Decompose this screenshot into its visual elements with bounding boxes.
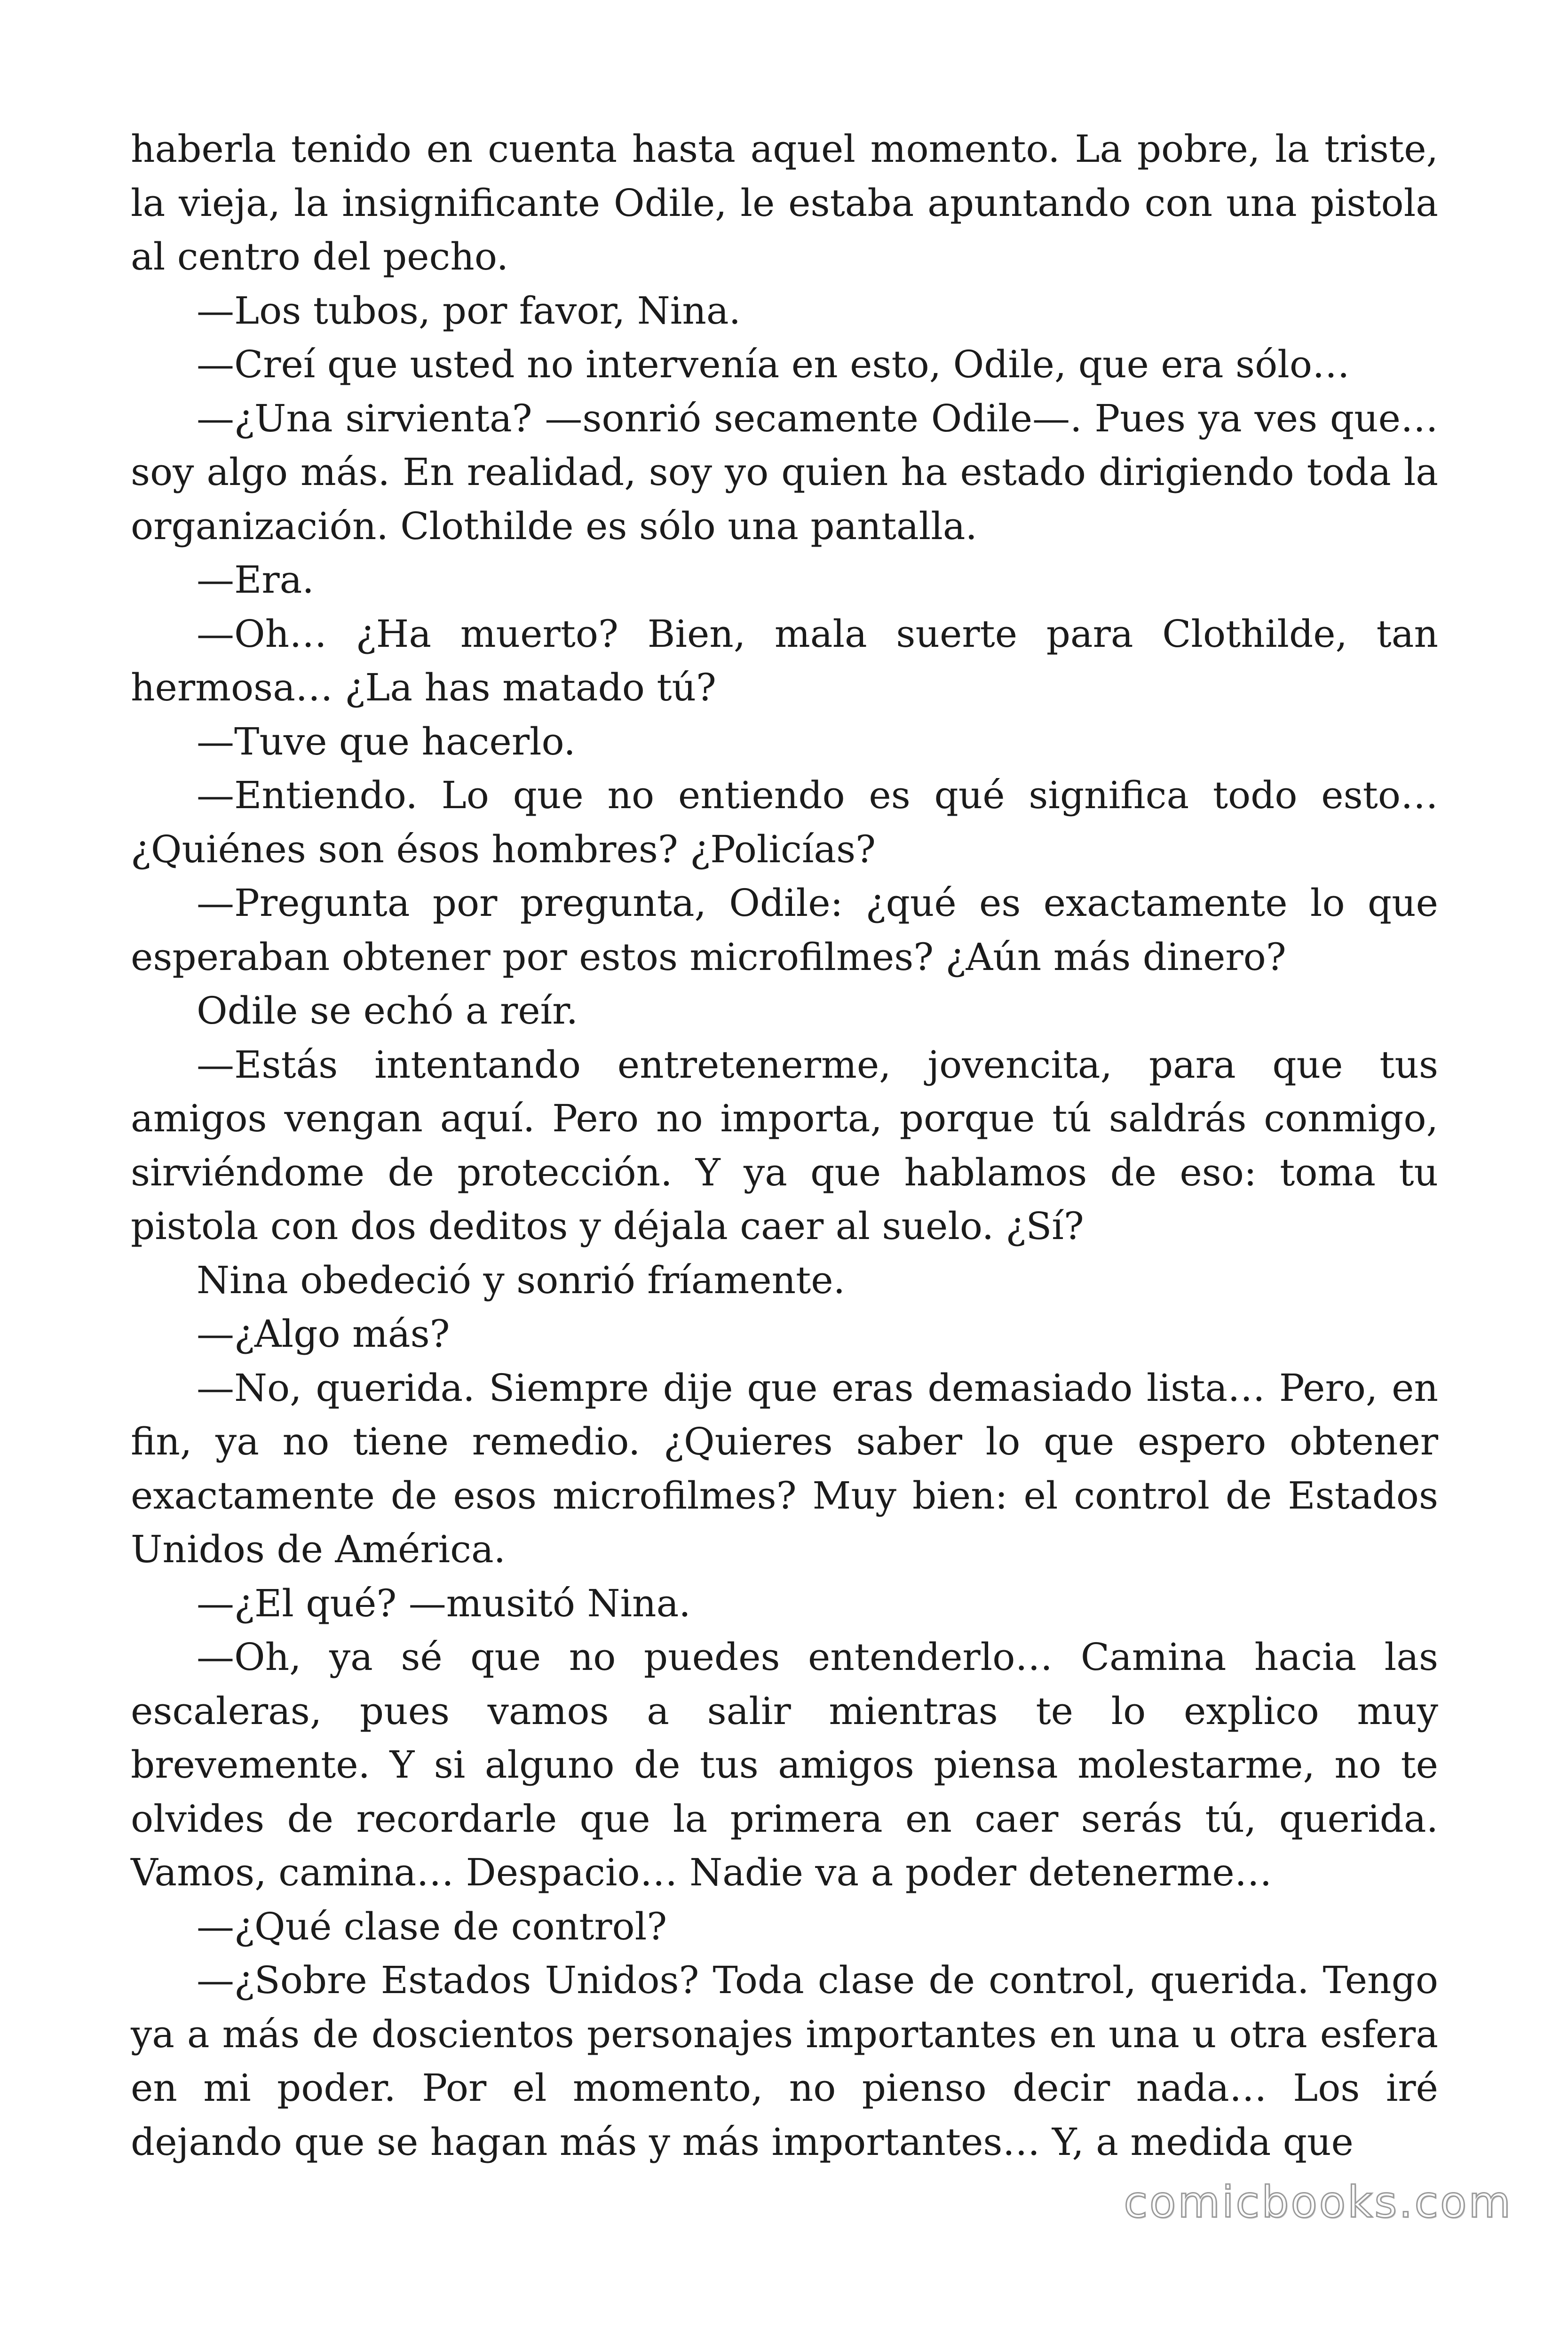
paragraph: —Los tubos, por favor, Nina.	[197, 288, 741, 333]
paragraph: Nina obedeció y sonrió fríamente.	[197, 1258, 846, 1302]
paragraph: —Entiendo. Lo que no entiendo es qué significa todo esto… ¿Quiénes son ésos hombres? ¿Policías?	[131, 773, 1438, 871]
paragraph: haberla tenido en cuenta hasta aquel momento. La pobre, la triste, la vieja, la insignificante Odile, le estaba apuntando con una pistola al centro del pecho.	[131, 127, 1438, 278]
paragraph: —Creí que usted no intervenía en esto, Odile, que era sólo…	[197, 342, 1350, 386]
paragraph: —No, querida. Siempre dije que eras demasiado lista… Pero, en fin, ya no tiene remedio. ¿Quieres saber lo que espero obtener exactamente de esos microfilmes? Muy bien: el control de Estados Unidos de América.	[131, 1366, 1438, 1571]
paragraph: —Pregunta por pregunta, Odile: ¿qué es exactamente lo que esperaban obtener por estos microfilmes? ¿Aún más dinero?	[131, 881, 1438, 979]
paragraph: —¿Una sirvienta? —sonrió secamente Odile—. Pues ya ves que… soy algo más. En realidad, soy yo quien ha estado dirigiendo toda la organización. Clothilde es sólo una pantalla.	[131, 396, 1438, 548]
paragraph: —Estás intentando entretenerme, jovencita, para que tus amigos vengan aquí. Pero no importa, porque tú saldrás conmigo, sirviéndome de protección. Y ya que hablamos de eso: toma tu pistola con dos deditos y déjala caer al suelo. ¿Sí?	[131, 1042, 1438, 1248]
watermark: comicbooks.com	[1124, 2177, 1513, 2227]
paragraph: —Tuve que hacerlo.	[197, 719, 576, 763]
page-text	[131, 122, 1438, 2169]
paragraph: —Era.	[197, 558, 314, 602]
paragraph: —Oh, ya sé que no puedes entenderlo… Camina hacia las escaleras, pues vamos a salir mientras te lo explico muy brevemente. Y si alguno de tus amigos piensa molestarme, no te olvides de recordarle que la primera en caer serás tú, querida. Vamos, camina… Despacio… Nadie va a poder detenerme…	[131, 1635, 1438, 1894]
paragraph: —¿El qué? —musitó Nina.	[197, 1581, 691, 1625]
paragraph: —¿Algo más?	[197, 1312, 450, 1356]
paragraph: —Oh… ¿Ha muerto? Bien, mala suerte para Clothilde, tan hermosa… ¿La has matado tú?	[131, 612, 1438, 709]
paragraph: Odile se echó a reír.	[197, 989, 578, 1033]
paragraph: —¿Sobre Estados Unidos? Toda clase de control, querida. Tengo ya a más de doscientos personajes importantes en una u otra esfera en mi poder. Por el momento, no pienso decir nada… Los iré dejando que se hagan más y más importantes… Y, a medida que	[131, 1958, 1438, 2164]
paragraph: —¿Qué clase de control?	[197, 1904, 667, 1948]
